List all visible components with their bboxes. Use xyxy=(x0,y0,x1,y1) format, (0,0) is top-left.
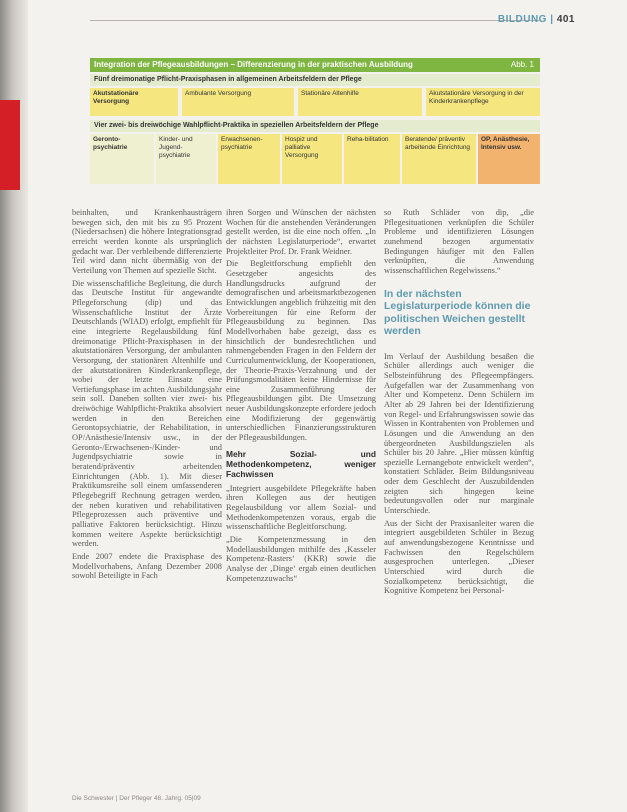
figure-pflegeausbildung xyxy=(90,58,540,186)
page-number: 401 xyxy=(556,14,575,25)
pull-quote: In der nächsten Legislaturperiode können die politischen Weichen gestellt werden xyxy=(384,287,531,338)
figure-cell-kinder-jugendpsychiatrie: Kinder- und Jugend-psychiatrie xyxy=(156,134,216,184)
paragraph: so Ruth Schläder von dip, „die Pflegesituationen verknüpfen die Schüler Probleme und identifizieren Lösungen zunehmend bezogen argumentativ Bedingungen häufiger mit den Fallen verknüpften, die Anwendung wissenschaftlichen Regelwissens.“ xyxy=(384,208,534,275)
figure-cell-gerontopsychiatrie: Geronto-psychiatrie xyxy=(90,134,154,184)
paragraph: Die Begleitforschung empfiehlt den Gesetzgeber angesichts des Handlungsdrucks aufgrund der demografischen und arbeitsmarktbezogenen Entwicklungen angeblich frühzeitig mit den Vorbereitungen für eine Reform der Pflegeausbildung zu beginnen. Das Modellvorhaben habe gezeigt, dass es hinsichtlich der bundesrechtlichen und rahmengebenden Fragen in den Feldern der Curriculumentwicklung, der Kooperationen, der Theorie-Praxis-Verzahnung und der Prüfungsmodalitäten keine Hindernisse für eine Zusammenführung der Pflegeausbildungen gibt. Die Umsetzung neuer Ausbildungskonzepte erfordere jedoch eine Modifizierung der gegenwärtig unterschiedlichen Finanzierungsstrukturen der Pflegeausbildungen. xyxy=(226,259,376,443)
figure-cell-kinderkrankenpflege: Akutstationäre Versorgung in der Kinderkrankenpflege xyxy=(426,88,540,116)
paragraph: ihren Sorgen und Wünschen der nächsten Wochen für die anstehenden Veränderungen gestellt werden, ist die eine noch offen. „In der nächsten Legislaturperiode“, erwartet Projektleiter Prof. Dr. Frank Weidner. xyxy=(226,208,376,256)
figure-title-bar xyxy=(90,58,540,72)
header-separator: | xyxy=(546,14,557,25)
text-column-3 xyxy=(384,208,534,812)
text-column-1 xyxy=(72,208,222,812)
running-header xyxy=(498,14,575,25)
paragraph: Aus der Sicht der Praxisanleiter waren die integriert ausgebildeten Schüler in Bezug auf anwendungsbezogene Kenntnisse und Fachwissen den Regelschülern ausgesprochen unterlegen. „Dieser Unterschied wird durch die Sozialkompetenz berücksichtigt, die Kognitive Kompetenz bei Personal- xyxy=(384,518,534,596)
section-color-tab xyxy=(0,100,20,190)
paragraph: Ende 2007 endete die Praxisphase des Modellvorhabens, Anfang Dezember 2008 sowohl Beteiligte in Fach xyxy=(72,551,222,581)
paragraph: „Die Kompetenzmessung in den Modellausbildungen mithilfe des ‚Kasseler Kompetenz-Rasters‘ (KKR) sowie die Analyse der ‚Dinge‘ ergab einen deutlichen Kompetenzzuwachs“ xyxy=(226,535,376,583)
header-rule xyxy=(90,20,540,21)
text-column-2 xyxy=(226,208,376,812)
figure-cell-erwachsenenpsychiatrie: Erwachsenen-psychiatrie xyxy=(218,134,280,184)
page-footer: Die Schwester | Der Pfleger 48. Jahrg. 05|09 xyxy=(72,795,201,802)
paragraph: Im Verlauf der Ausbildung besaßen die Schüler allerdings auch weniger die Selbsteinführung des Pflegeempfängers. Aufgefallen war der Zusammenhang von Alter und Kompetenz. Denn Schülern im Alter ab 29 Jahren bei der Identifizierung von Regel- und Erfahrungswissen sowie das Wissen in Kontrahenten von Problemen und Lösungen und die Anwendung an den übergeordneten Ausbildungszielen als Schüler bis 20 Jahre. „Hier müssen künftig spezielle Lernangebote entwickelt werden“, konstatiert Schläder. Beim Bildungsniveau oder dem Geschlecht der Auszubildenden zeigten sich hingegen keine bedeutungsvollen oder nur marginale Unterschiede. xyxy=(384,351,534,516)
paragraph: beinhalten, und Krankenhausträgern bewegen sich, den mit bis zu 95 Prozent (Niedersachsen) die höhere Integrationsgrad erreicht werden konnte als ursprünglich gedacht war. Der verbleibende differenzierte Teil wird dann nicht übermäßig von der Verteilung von Themen auf spezielle Sicht. xyxy=(72,208,222,275)
figure-number: Abb. 1 xyxy=(510,60,534,69)
figure-cell-hospiz: Hospiz und palliative Versorgung xyxy=(282,134,342,184)
figure-row2-label: Vier zwei- bis dreiwöchige Wahlpflicht-Praktika in speziellen Arbeitsfeldern der Pflege xyxy=(90,120,540,132)
subheading: Mehr Sozial- und Methodenkompetenz, weniger Fachwissen xyxy=(226,448,376,479)
paragraph: Die wissenschaftliche Begleitung, die durch das Deutsche Institut für angewandte Pflegeforschung (dip) und das Wissenschaftliche Institut der Ärzte Deutschlands (WIAD) erfolgt, empfiehlt für eine integrierte Regelausbildung fünf dreimonatige Pflicht-Praxisphasen in der akutstationären Versorgung, der ambulanten Versorgung, der stationären Altenhilfe und der akutstationären Kinderkrankenpflege, wobei der letzte Einsatz eine Vertiefungsphase im achten Ausbildungsjahr sein soll. Daneben sollten vier zwei- bis dreiwöchige Wahlpflicht-Praktika absolviert werden in den Bereichen Gerontopsychiatrie, der Rehabilitation, in OP/Anästhesie/Intensiv usw., in der Geronto-/Erwachsenen-/Kinder- und Jugendpsychiatrie sowie in beratend/präventiv arbeitenden Einrichtungen (Abb. 1). Mit dieser Praktikumsreihe soll einem umfassenderen Pflegebegriff Rechnung getragen werden, der neben kurativen und rehabilitativen Pflegeprozessen auch präventive und palliative Faktoren berücksichtigt. Hinzu kommen weitere Aspekte berücksichtigt werden. xyxy=(72,278,222,549)
figure-cell-op-anaesthesie: OP, Anästhesie, Intensiv usw. xyxy=(478,134,540,184)
section-name: BILDUNG xyxy=(497,14,547,25)
paragraph: „Integriert ausgebildete Pflegekräfte haben ihren Kollegen aus der heutigen Regelausbildung vor allem Sozial- und Methodenkompetenzen voraus, ergab die wissenschaftliche Begleitforschung. xyxy=(226,483,376,532)
figure-cell-altenhilfe: Stationäre Altenhilfe xyxy=(298,88,422,116)
figure-cell-rehabilitation: Reha-bilitation xyxy=(344,134,400,184)
figure-row1-label: Fünf dreimonatige Pflicht-Praxisphasen in allgemeinen Arbeitsfeldern der Pflege xyxy=(90,74,540,86)
figure-cell-akutstationaer: Akutstationäre Versorgung xyxy=(90,88,178,116)
figure-cell-ambulant: Ambulante Versorgung xyxy=(182,88,294,116)
figure-cell-beratende-einrichtung: Beratende/ präventiv arbeitende Einrichtung xyxy=(402,134,476,184)
figure-title: Integration der Pflegeausbildungen – Differenzierung in der praktischen Ausbildung xyxy=(94,60,413,69)
